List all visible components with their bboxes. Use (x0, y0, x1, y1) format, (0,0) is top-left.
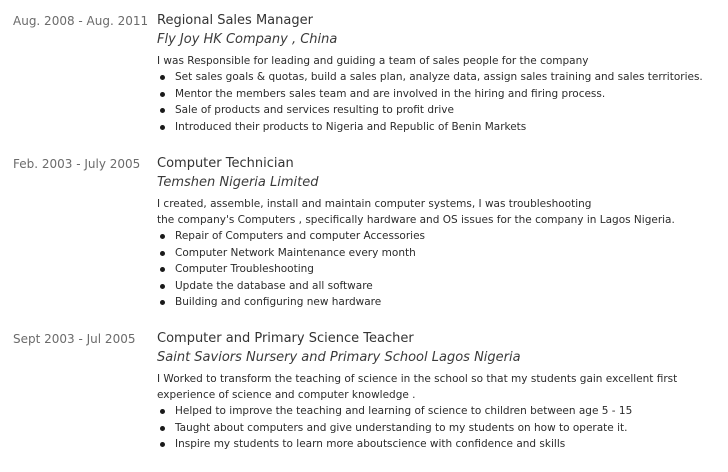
list-item-text: Computer Troubleshooting (175, 263, 314, 275)
entry-dates: Aug. 2008 - Aug. 2011 (13, 14, 149, 28)
job-description (157, 371, 717, 403)
list-item-text: Update the database and all software (175, 279, 373, 292)
list-item (157, 420, 717, 437)
description-line: I was Responsible for leading and guiding a team of sales people for the company (157, 55, 589, 67)
list-item-text: Taught about computers and give understanding to my students on how to operate it. (175, 421, 628, 434)
bullet-icon (160, 92, 165, 97)
description-line: the company's Computers , specifically hardware and OS issues for the company in Lagos Nigeria. (157, 214, 675, 226)
company-name: Fly Joy HK Company , China (157, 32, 338, 47)
company-name: Saint Saviors Nursery and Primary School Lagos Nigeria (157, 350, 521, 365)
list-item (157, 102, 717, 119)
job-title: Regional Sales Manager (157, 13, 313, 28)
list-item-text: Introduced their products to Nigeria and Republic of Benin Markets (175, 120, 527, 133)
bullet-icon (160, 426, 165, 431)
list-item-text: Inspire my students to learn more aboutscience with confidence and skills (175, 438, 566, 450)
job-description (157, 196, 717, 228)
bullet-icon (160, 75, 165, 80)
list-item-text: Set sales goals & quotas, build a sales plan, analyze data, assign sales training and sales territories. (175, 71, 703, 83)
list-item-text: Repair of Computers and computer Accessories (175, 230, 426, 242)
job-description (157, 53, 717, 69)
entry-content (157, 331, 717, 453)
list-item-text: Building and configuring new hardware (175, 296, 382, 308)
description-line: I created, assemble, install and maintain computer systems, I was troubleshooting (157, 198, 592, 210)
list-item-text: Computer Network Maintenance every month (175, 246, 416, 259)
description-line: experience of science and computer knowledge . (157, 389, 416, 401)
list-item-text: Helped to improve the teaching and learning of science to children between age 5 - 15 (175, 405, 633, 417)
bullet-icon (160, 267, 165, 272)
entry-content (157, 156, 717, 311)
bullet-icon (160, 442, 165, 447)
list-item (157, 403, 717, 420)
bullet-icon (160, 234, 165, 239)
entry-dates: Feb. 2003 - July 2005 (13, 157, 141, 171)
list-item (157, 245, 717, 262)
bullet-icon (160, 300, 165, 305)
company-name: Temshen Nigeria Limited (157, 175, 319, 190)
responsibility-list (157, 69, 717, 135)
responsibility-list (157, 403, 717, 453)
bullet-icon (160, 125, 165, 130)
bullet-icon (160, 108, 165, 113)
list-item (157, 228, 717, 245)
list-item (157, 261, 717, 278)
list-item (157, 119, 717, 136)
entry-dates: Sept 2003 - Jul 2005 (13, 332, 136, 346)
list-item (157, 294, 717, 311)
list-item-text: Mentor the members sales team and are involved in the hiring and firing process. (175, 87, 606, 100)
bullet-icon (160, 284, 165, 289)
responsibility-list (157, 228, 717, 311)
bullet-icon (160, 251, 165, 256)
job-title: Computer and Primary Science Teacher (157, 331, 414, 346)
list-item (157, 86, 717, 103)
list-item-text: Sale of products and services resulting to profit drive (175, 104, 454, 116)
list-item (157, 69, 717, 86)
description-line: I Worked to transform the teaching of science in the school so that my students gain excellent first (157, 373, 678, 385)
job-title: Computer Technician (157, 156, 294, 171)
bullet-icon (160, 409, 165, 414)
list-item (157, 278, 717, 295)
list-item (157, 436, 717, 453)
entry-content (157, 13, 717, 135)
